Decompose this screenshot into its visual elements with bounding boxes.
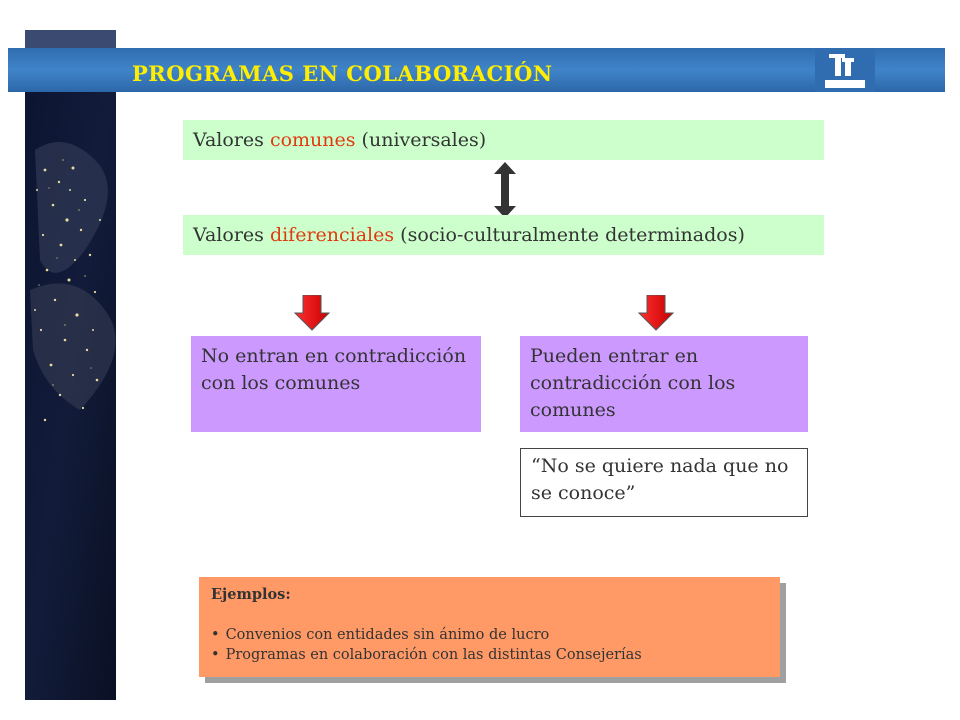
examples-box bbox=[199, 577, 780, 677]
examples-title: Ejemplos: bbox=[211, 586, 291, 603]
down-arrow-icon bbox=[638, 295, 674, 335]
common-values-highlight: comunes bbox=[269, 129, 356, 151]
common-values-suffix: (universales) bbox=[355, 129, 487, 151]
list-item: • Convenios con entidades sin ánimo de lucro bbox=[211, 625, 768, 645]
differential-values-highlight: diferenciales bbox=[269, 224, 395, 246]
down-arrow-icon bbox=[294, 295, 330, 335]
differential-values-box bbox=[183, 215, 824, 255]
satellite-image-sidebar bbox=[25, 30, 116, 700]
common-values-box bbox=[183, 120, 824, 160]
differential-values-suffix: (socio-culturalmente determinados) bbox=[394, 224, 745, 246]
list-item: • Programas en colaboración con las distintas Consejerías bbox=[211, 645, 768, 665]
page-title: PROGRAMAS EN COLABORACIÓN bbox=[132, 61, 553, 86]
differential-values-prefix: Valores bbox=[193, 224, 270, 246]
double-arrow-icon bbox=[492, 162, 518, 222]
contradicting-box: Pueden entrar en contradicción con los comunes bbox=[520, 336, 808, 432]
examples-list bbox=[211, 625, 768, 665]
common-values-prefix: Valores bbox=[193, 129, 270, 151]
non-contradicting-box: No entran en contradicción con los comunes bbox=[191, 336, 481, 432]
institution-logo-icon bbox=[815, 48, 875, 92]
quote-box: “No se quiere nada que no se conoce” bbox=[520, 448, 808, 517]
